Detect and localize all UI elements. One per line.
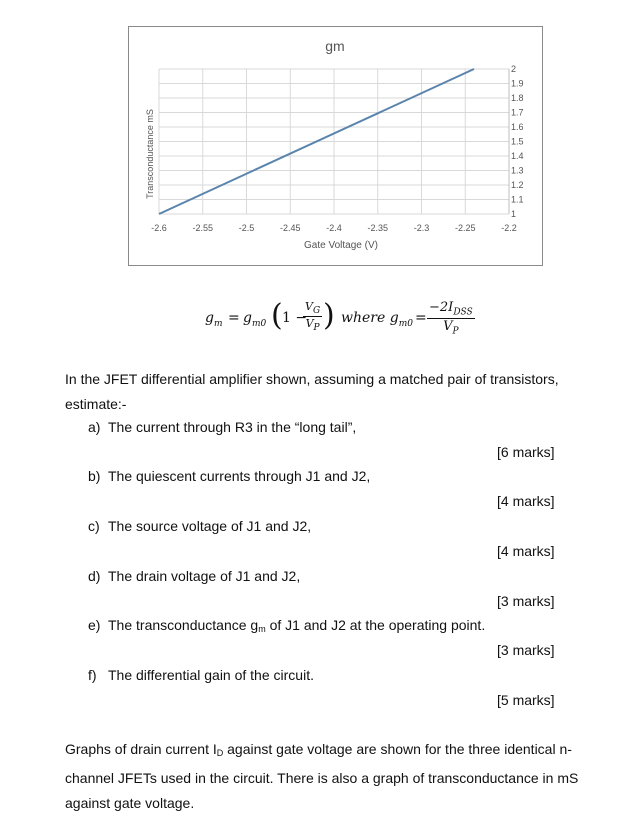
question-text: The drain voltage of J1 and J2, [108,568,301,584]
question-e [88,617,485,634]
question-text: The quiescent currents through J1 and J2, [108,468,371,484]
question-c [88,518,311,534]
formula-equals: = [228,310,240,326]
x-tick-label: -2.45 [279,223,301,233]
formula-close-paren: ) [323,298,335,333]
y-tick-label: 1.1 [511,194,524,205]
y-tick-label: 2 [511,64,517,74]
chart-x-axis-label: Gate Voltage (V) [304,240,378,251]
y-tick-label: 1.2 [511,180,524,190]
question-label: a) [88,419,101,435]
x-tick-label: -2.6 [151,223,167,233]
gm-chart-svg [129,27,542,265]
marks-b: [4 marks] [497,493,555,509]
marks-d: [3 marks] [497,593,555,609]
formula-vg-over-vp [303,300,322,333]
x-tick-label: -2.55 [192,223,214,233]
question-intro: In the JFET differential amplifier shown, assuming a matched pair of transistors, estimate:- [65,371,559,412]
y-tick-label: 1.9 [511,78,524,89]
formula-where: where $g_{m0}$ [341,310,413,329]
formula-idss: $-2I_{DSS}$ [429,300,473,318]
formula-vp-2: $V_P$ [443,318,459,337]
y-tick-label: 1.4 [511,151,524,161]
question-label: f) [88,667,97,683]
question-label: b) [88,468,101,484]
formula-equals-2: = [415,310,427,326]
question-f [88,667,314,683]
formula-idss-over-vp [427,300,475,336]
formula-vg: $V_G$ [305,300,321,317]
marks-e: [3 marks] [497,642,555,658]
y-tick-label: 1.6 [511,122,524,132]
question-text: The transconductance gm of J1 and J2 at the operating point. [108,617,486,634]
question-b [88,468,370,484]
x-tick-label: -2.4 [326,223,342,233]
graphs-note: Graphs of drain current ID against gate voltage are shown for the three identical n-channel JFETs used in the circuit. There is also a graph of transconductance in mS against gate voltage. [65,741,579,811]
x-tick-label: -2.3 [413,223,430,233]
question-text: The differential gain of the circuit. [108,667,314,683]
marks-c: [4 marks] [497,543,555,559]
y-tick-label: 1.8 [511,93,524,103]
chart-title: gm [325,38,345,54]
formula-one-minus: 1 − [282,310,308,326]
formula-open-paren: ( [271,298,283,333]
formula-gm: $g_m$ [205,310,223,329]
y-tick-label: 1.5 [511,136,524,147]
formula-gm0: $g_{m0}$ [243,310,267,329]
x-tick-label: -2.35 [367,223,389,233]
question-text: The current through R3 in the “long tail”, [108,419,357,435]
y-tick-label: 1.3 [511,165,524,176]
x-tick-label: -2.25 [454,223,476,233]
marks-f: [5 marks] [497,692,555,708]
formula-vp: $V_P$ [305,317,320,334]
question-label: c) [88,518,100,534]
transconductance-formula [205,296,495,346]
marks-a: [6 marks] [497,444,555,460]
question-label: d) [88,568,101,584]
question-d [88,568,300,584]
gm-chart [128,26,543,266]
chart-y-axis-label: Transconductance mS [145,109,155,199]
question-text: The source voltage of J1 and J2, [108,518,312,534]
y-tick-label: 1 [511,209,517,219]
x-tick-label: -2.5 [238,223,255,233]
x-tick-label: -2.2 [501,223,517,233]
question-a [88,419,356,435]
y-tick-label: 1.7 [511,107,524,118]
question-label: e) [88,617,101,633]
